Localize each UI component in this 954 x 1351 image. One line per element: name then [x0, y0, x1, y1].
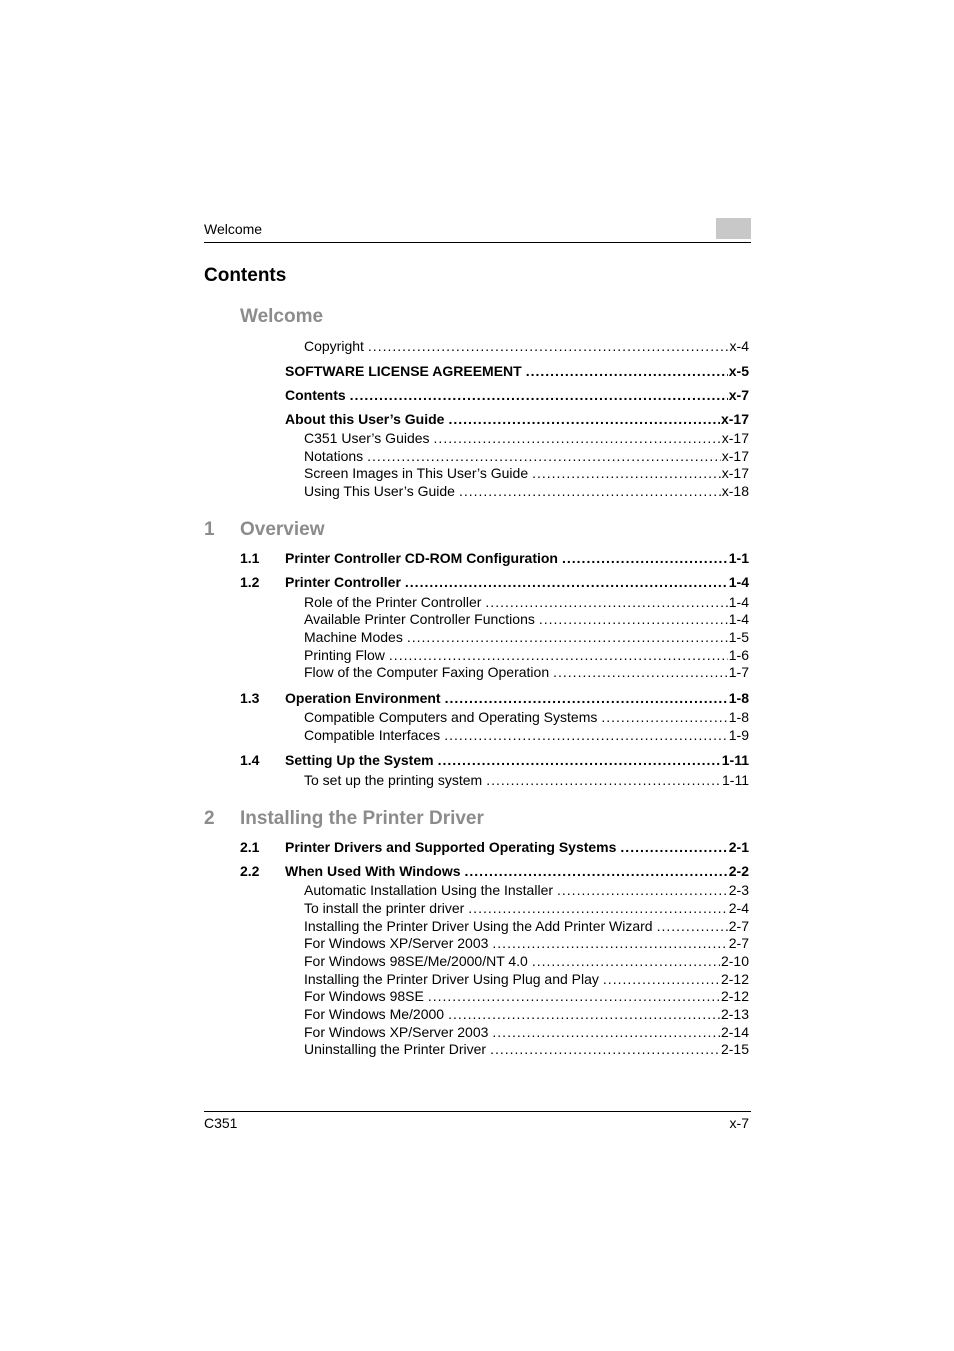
toc-entry-main[interactable] — [240, 410, 749, 428]
toc-entry-line — [304, 447, 749, 465]
toc-entry-line — [304, 429, 749, 447]
toc-entry-title: Contents — [285, 387, 346, 403]
toc-entry-line — [304, 628, 749, 646]
toc-entry-line — [304, 899, 749, 917]
toc-entry-page: x-18 — [721, 483, 749, 499]
toc-entry-main[interactable] — [240, 386, 749, 404]
toc-entry-page: x-17 — [721, 430, 749, 446]
toc-entry-title: Role of the Printer Controller — [304, 594, 482, 610]
toc-entry-sub[interactable] — [240, 1023, 749, 1041]
toc-entry-page: 2-10 — [720, 953, 749, 969]
toc-entry-line — [304, 771, 749, 789]
toc-dot-leader — [438, 751, 721, 769]
toc-entry-page: x-17 — [721, 448, 749, 464]
toc-entry-number: 1.2 — [240, 574, 260, 590]
toc-entry-page: 1-6 — [728, 647, 749, 663]
toc-entry-page: 2-14 — [720, 1024, 749, 1040]
toc-entry-number: 1.1 — [240, 550, 260, 566]
toc-entry-sub[interactable] — [240, 708, 749, 726]
toc-entry-line — [304, 1040, 749, 1058]
toc-entry-title: Copyright — [304, 338, 364, 354]
section-title: Installing the Printer Driver — [240, 808, 484, 829]
toc-dot-leader — [603, 970, 720, 988]
toc-entry-line — [285, 386, 749, 404]
toc-entry-line — [304, 464, 749, 482]
toc-dot-leader — [459, 482, 721, 500]
toc-entry-title: To set up the printing system — [304, 772, 483, 788]
toc-entry-sub[interactable] — [240, 610, 749, 628]
toc-entry-title: Available Printer Controller Functions — [304, 611, 535, 627]
toc-entry-line — [304, 610, 749, 628]
toc-entry-sub[interactable] — [240, 663, 749, 681]
toc-entry-main[interactable] — [240, 549, 749, 567]
toc-entry-main[interactable] — [240, 751, 749, 769]
toc-entry-sub[interactable] — [240, 917, 749, 935]
toc-entry-page: 2-1 — [728, 839, 749, 855]
toc-dot-leader — [562, 549, 728, 567]
toc-entry-title: Printer Controller CD-ROM Configuration — [285, 550, 558, 566]
toc-entry-title: Operation Environment — [285, 690, 441, 706]
toc-entry-sub[interactable] — [240, 1040, 749, 1058]
toc-dot-leader — [492, 934, 727, 952]
toc-entry-page: x-17 — [721, 465, 749, 481]
toc-entry-line — [304, 708, 749, 726]
toc-entry-page: x-17 — [720, 411, 749, 427]
toc-entry-title: Machine Modes — [304, 629, 403, 645]
toc-entry-title: Uninstalling the Printer Driver — [304, 1041, 487, 1057]
toc-entry-line — [285, 362, 749, 380]
toc-dot-leader — [526, 362, 728, 380]
section-number: 2 — [204, 808, 215, 829]
toc-entry-title: Installing the Printer Driver Using Plug and Play — [304, 971, 599, 987]
toc-entry-page: x-4 — [729, 338, 749, 354]
toc-entry-title: Flow of the Computer Faxing Operation — [304, 664, 550, 680]
toc-entry-page: 1-9 — [728, 727, 749, 743]
toc-dot-leader — [657, 917, 728, 935]
toc-entry-sub[interactable] — [240, 771, 749, 789]
toc-dot-leader — [532, 464, 721, 482]
toc-dot-leader — [492, 1023, 720, 1041]
toc-entry-page: 1-8 — [728, 709, 749, 725]
toc-entry-number: 2.2 — [240, 863, 260, 879]
toc-dot-leader — [601, 708, 727, 726]
toc-entry-title: Printing Flow — [304, 647, 385, 663]
toc-entry-sub[interactable] — [240, 447, 749, 465]
toc-entry-line — [304, 952, 749, 970]
toc-entry-line — [304, 663, 749, 681]
toc-entry-title: For Windows XP/Server 2003 — [304, 935, 489, 951]
section-title: Overview — [240, 519, 325, 540]
toc-entry-line — [304, 987, 749, 1005]
toc-dot-leader — [490, 1040, 720, 1058]
toc-entry-page: x-7 — [728, 387, 749, 403]
toc-entry-page: 1-8 — [728, 690, 749, 706]
toc-entry-sub[interactable] — [240, 464, 749, 482]
toc-entry-sub[interactable] — [240, 337, 749, 355]
toc-entry-line — [304, 593, 749, 611]
toc-entry-title: For Windows 98SE/Me/2000/NT 4.0 — [304, 953, 528, 969]
toc-dot-leader — [434, 429, 721, 447]
toc-entry-line — [285, 573, 749, 591]
toc-entry-title: C351 User’s Guides — [304, 430, 430, 446]
toc-entry-page: 1-11 — [722, 772, 749, 788]
toc-entry-line — [285, 549, 749, 567]
toc-entry-line — [304, 337, 749, 355]
section-title: Welcome — [240, 306, 324, 327]
toc-entry-page: 2-4 — [728, 900, 749, 916]
toc-dot-leader — [448, 1005, 720, 1023]
toc-entry-main[interactable] — [240, 689, 749, 707]
toc-entry-page: 2-13 — [720, 1006, 749, 1022]
toc-entry-sub[interactable] — [240, 881, 749, 899]
toc-entry-page: 1-11 — [721, 752, 749, 768]
footer-rule — [204, 1111, 751, 1112]
toc-entry-line — [304, 726, 749, 744]
toc-dot-leader — [367, 447, 721, 465]
toc-entry-page: 2-12 — [720, 971, 749, 987]
toc-dot-leader — [539, 610, 728, 628]
toc-entry-title: SOFTWARE LICENSE AGREEMENT — [285, 363, 522, 379]
header-tab-marker — [716, 218, 751, 239]
toc-entry-sub[interactable] — [240, 1005, 749, 1023]
toc-entry-title: Notations — [304, 448, 364, 464]
toc-entry-line — [285, 862, 749, 880]
toc-entry-sub[interactable] — [240, 482, 749, 500]
footer-model: C351 — [204, 1115, 238, 1131]
toc-entry-page: 2-7 — [728, 918, 749, 934]
toc-entry-sub[interactable] — [240, 646, 749, 664]
toc-entry-title: Compatible Computers and Operating Systems — [304, 709, 598, 725]
toc-entry-page: 1-1 — [728, 550, 749, 566]
toc-entry-page: 2-12 — [720, 988, 749, 1004]
toc-dot-leader — [553, 663, 728, 681]
toc-dot-leader — [428, 987, 720, 1005]
toc-entry-sub[interactable] — [240, 593, 749, 611]
toc-entry-number: 2.1 — [240, 839, 260, 855]
toc-entry-page: 2-2 — [728, 863, 749, 879]
toc-dot-leader — [405, 573, 728, 591]
toc-entry-title: Compatible Interfaces — [304, 727, 441, 743]
section-number: 1 — [204, 519, 215, 540]
toc-entry-number: 1.4 — [240, 752, 260, 768]
running-header: Welcome — [204, 221, 263, 237]
toc-dot-leader — [407, 628, 728, 646]
toc-entry-page: 2-15 — [720, 1041, 749, 1057]
toc-dot-leader — [444, 726, 728, 744]
toc-entry-line — [304, 646, 749, 664]
header-rule — [204, 242, 751, 243]
toc-entry-sub[interactable] — [240, 952, 749, 970]
toc-dot-leader — [445, 689, 728, 707]
toc-entry-line — [304, 482, 749, 500]
toc-dot-leader — [557, 881, 728, 899]
toc-entry-title: Screen Images in This User’s Guide — [304, 465, 529, 481]
toc-entry-page: 1-4 — [728, 594, 749, 610]
toc-entry-sub[interactable] — [240, 987, 749, 1005]
toc-entry-line — [304, 970, 749, 988]
toc-dot-leader — [485, 593, 727, 611]
toc-dot-leader — [368, 337, 729, 355]
toc-entry-page: x-5 — [728, 363, 749, 379]
toc-dot-leader — [389, 646, 728, 664]
toc-dot-leader — [448, 410, 720, 428]
toc-dot-leader — [468, 899, 727, 917]
toc-entry-line — [285, 838, 749, 856]
toc-entry-number: 1.3 — [240, 690, 260, 706]
toc-entry-main[interactable] — [240, 838, 749, 856]
toc-entry-line — [285, 689, 749, 707]
toc-entry-title: Installing the Printer Driver Using the Add Printer Wizard — [304, 918, 653, 934]
toc-entry-page: 1-7 — [728, 664, 749, 680]
toc-entry-main[interactable] — [240, 573, 749, 591]
toc-entry-title: About this User’s Guide — [285, 411, 445, 427]
toc-entry-line — [304, 917, 749, 935]
toc-dot-leader — [620, 838, 727, 856]
toc-entry-title: For Windows 98SE — [304, 988, 424, 1004]
toc-entry-page: 2-3 — [728, 882, 749, 898]
toc-entry-title: Printer Drivers and Supported Operating Systems — [285, 839, 617, 855]
toc-entry-sub[interactable] — [240, 726, 749, 744]
toc-dot-leader — [532, 952, 720, 970]
toc-entry-title: When Used With Windows — [285, 863, 461, 879]
toc-entry-sub[interactable] — [240, 628, 749, 646]
toc-entry-title: For Windows Me/2000 — [304, 1006, 445, 1022]
toc-entry-page: 1-4 — [728, 611, 749, 627]
toc-entry-line — [285, 751, 749, 769]
toc-dot-leader — [350, 386, 728, 404]
toc-entry-sub[interactable] — [240, 970, 749, 988]
toc-entry-sub[interactable] — [240, 429, 749, 447]
toc-entry-main[interactable] — [240, 862, 749, 880]
toc-entry-line — [304, 934, 749, 952]
toc-entry-line — [304, 881, 749, 899]
toc-entry-page: 2-7 — [728, 935, 749, 951]
toc-entry-page: 1-4 — [728, 574, 749, 590]
toc-entry-title: Printer Controller — [285, 574, 401, 590]
toc-entry-sub[interactable] — [240, 934, 749, 952]
toc-dot-leader — [486, 771, 721, 789]
toc-entry-line — [304, 1023, 749, 1041]
toc-entry-sub[interactable] — [240, 899, 749, 917]
footer-page-number: x-7 — [729, 1115, 749, 1131]
toc-entry-line — [285, 410, 749, 428]
toc-entry-line — [304, 1005, 749, 1023]
toc-entry-title: For Windows XP/Server 2003 — [304, 1024, 489, 1040]
page-title: Contents — [204, 265, 287, 286]
toc-entry-title: Automatic Installation Using the Installer — [304, 882, 554, 898]
toc-entry-page: 1-5 — [728, 629, 749, 645]
toc-dot-leader — [465, 862, 728, 880]
toc-entry-title: Using This User’s Guide — [304, 483, 455, 499]
toc-entry-main[interactable] — [240, 362, 749, 380]
toc-entry-title: Setting Up the System — [285, 752, 434, 768]
toc-entry-title: To install the printer driver — [304, 900, 465, 916]
